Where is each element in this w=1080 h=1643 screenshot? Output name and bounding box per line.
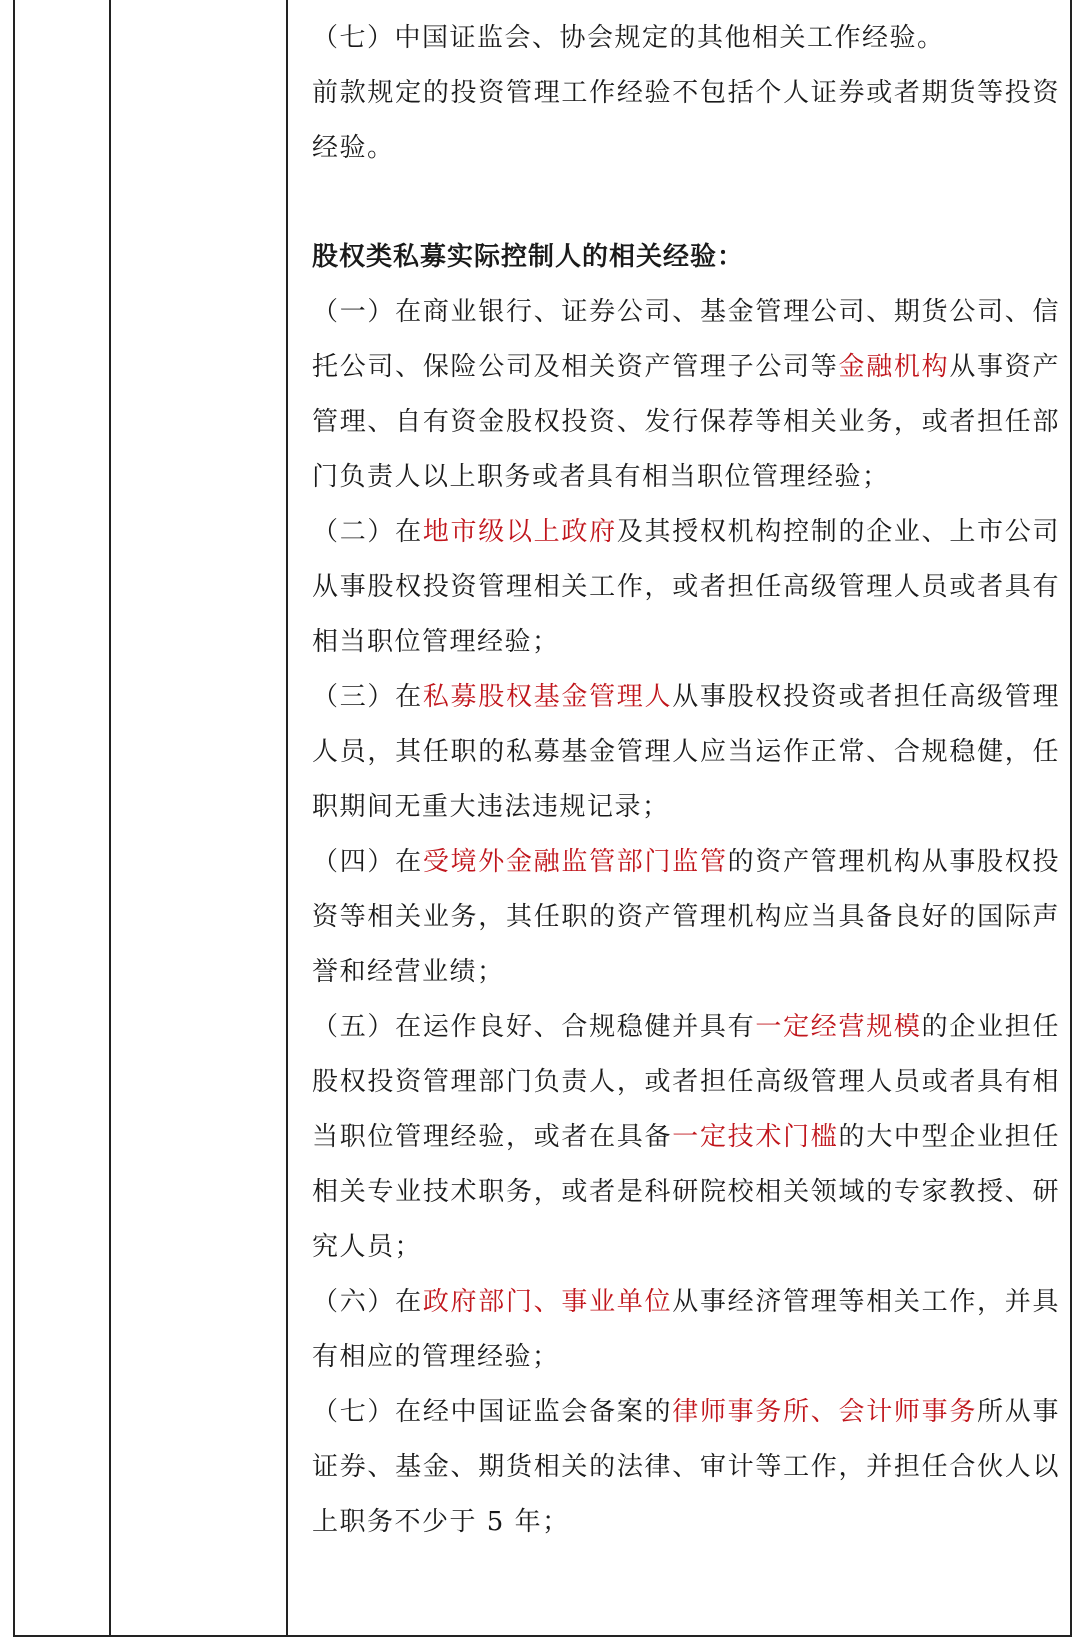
highlight-text: 一定经营规模: [755, 1012, 922, 1042]
highlight-text: 律师事务所、会计师事务: [672, 1397, 978, 1427]
item-text: 从事股权投资或者担任高级管理人员，其任职的私募基金管理人应当运作正常、合规稳健，任职期间无重大违法违规记录；: [312, 682, 1060, 822]
equity-item-7: [312, 1385, 1060, 1550]
highlight-text: 地市级以上政府: [422, 517, 617, 547]
equity-item-6: [312, 1275, 1060, 1385]
equity-item-4: [312, 835, 1060, 1000]
item-text: （五）在运作良好、合规稳健并具有: [312, 1012, 756, 1042]
highlight-text: 金融机构: [838, 352, 950, 382]
highlight-text: 政府部门、事业单位: [422, 1287, 673, 1317]
item-text: （二）在: [312, 517, 423, 547]
item-text: （四）在: [312, 847, 423, 877]
section-spacer: [312, 176, 1060, 230]
equity-item-2: [312, 505, 1060, 670]
top-note: 前款规定的投资管理工作经验不包括个人证券或者期货等投资经验。: [312, 78, 1060, 163]
top-item-7: （七）中国证监会、协会规定的其他相关工作经验。: [312, 23, 945, 53]
item-text: 从事经济管理等相关工作，并具有相应的管理经验；: [312, 1287, 1060, 1372]
item-text: （七）在经中国证监会备案的: [312, 1397, 673, 1427]
item-text: 的资产管理机构从事股权投资等相关业务，其任职的资产管理机构应当具备良好的国际声誉和经营业绩；: [312, 847, 1060, 987]
document-table: [13, 0, 1072, 1637]
equity-item-3: [312, 670, 1060, 835]
highlight-text: 受境外金融监管部门监管: [422, 847, 728, 877]
item-text: 的大中型企业担任相关专业技术职务，或者是科研院校相关领域的专家教授、研究人员；: [312, 1122, 1060, 1262]
item-text: 及其授权机构控制的企业、上市公司从事股权投资管理相关工作，或者担任高级管理人员或者具有相当职位管理经验；: [312, 517, 1060, 657]
highlight-text: 一定技术门槛: [672, 1122, 839, 1152]
item-text: （六）在: [312, 1287, 423, 1317]
equity-item-5: [312, 1000, 1060, 1275]
equity-item-1: [312, 285, 1060, 505]
item-text: （三）在: [312, 682, 423, 712]
highlight-text: 私募股权基金管理人: [422, 682, 673, 712]
item-text: （一）在商业银行、证券公司、基金管理公司、期货公司、信托公司、保险公司及相关资产管理子公司等: [312, 297, 1060, 382]
item-text: 所从事证券、基金、期货相关的法律、审计等工作，并担任合伙人以上职务不少于 5 年；: [312, 1397, 1060, 1537]
table-column-2: [111, 0, 288, 1635]
table-column-1: [15, 0, 111, 1635]
equity-section-heading: 股权类私募实际控制人的相关经验：: [312, 242, 745, 272]
item-text: 的企业担任股权投资管理部门负责人，或者担任高级管理人员或者具有相当职位管理经验，或者在具备: [312, 1012, 1060, 1152]
item-text: 从事资产管理、自有资金股权投资、发行保荐等相关业务，或者担任部门负责人以上职务或者具有相当职位管理经验；: [312, 352, 1060, 492]
table-content-cell: [288, 0, 1070, 1635]
